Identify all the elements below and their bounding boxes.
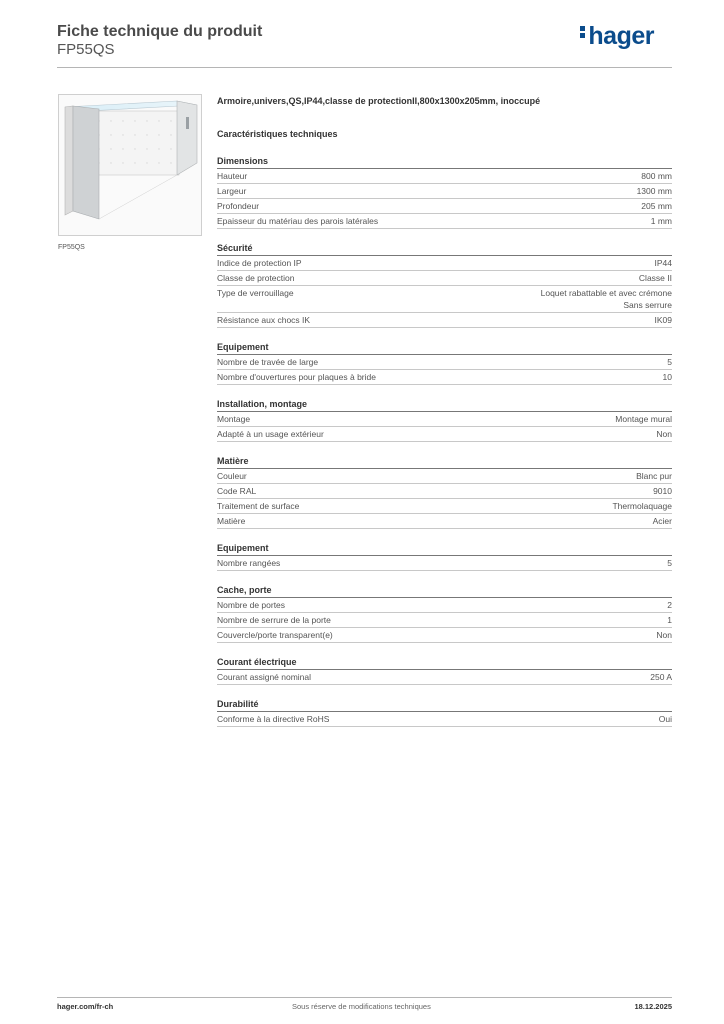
spec-label: Traitement de surface [217, 501, 300, 511]
hager-logo [580, 22, 654, 51]
footer-disclaimer: Sous réserve de modifications techniques [292, 1002, 431, 1011]
spec-label: Nombre de serrure de la porte [217, 615, 331, 625]
product-reference: FP55QS [57, 41, 115, 58]
spec-row [217, 412, 672, 427]
spec-label: Type de verrouillage [217, 288, 294, 298]
spec-row [217, 286, 672, 313]
spec-label: Profondeur [217, 201, 260, 211]
spec-label: Matière [217, 516, 246, 526]
section-title: Equipement [217, 542, 672, 556]
spec-row [217, 628, 672, 643]
spec-value: Non [656, 630, 672, 640]
spec-row [217, 199, 672, 214]
logo-text: hager [588, 22, 654, 50]
spec-row [217, 271, 672, 286]
spec-row [217, 184, 672, 199]
tech-characteristics-title: Caractéristiques techniques [217, 129, 338, 139]
spec-section [217, 398, 672, 442]
spec-section [217, 656, 672, 685]
footer-date: 18.12.2025 [634, 1002, 672, 1011]
spec-row [217, 499, 672, 514]
spec-value: Thermolaquage [612, 501, 672, 511]
spec-label: Classe de protection [217, 273, 295, 283]
spec-section [217, 584, 672, 643]
spec-value: Non [656, 429, 672, 439]
section-title: Sécurité [217, 242, 672, 256]
page-header [57, 22, 672, 68]
spec-row [217, 598, 672, 613]
spec-value: 5 [667, 357, 672, 367]
spec-label: Nombre de travée de large [217, 357, 319, 367]
logo-dots-icon [580, 24, 586, 40]
spec-section [217, 242, 672, 328]
section-title: Courant électrique [217, 656, 672, 670]
cabinet-illustration [59, 95, 201, 235]
spec-value: Oui [658, 714, 672, 724]
spec-value: 10 [662, 372, 672, 382]
spec-value: 2 [667, 600, 672, 610]
spec-section [217, 698, 672, 727]
image-caption: FP55QS [58, 244, 85, 251]
product-image [58, 94, 202, 236]
spec-row [217, 469, 672, 484]
spec-row [217, 256, 672, 271]
spec-label: Nombre d'ouvertures pour plaques à bride [217, 372, 376, 382]
spec-value: Blanc pur [636, 471, 672, 481]
spec-label: Nombre rangées [217, 558, 281, 568]
spec-section [217, 155, 672, 229]
spec-row [217, 355, 672, 370]
spec-row [217, 670, 672, 685]
spec-row [217, 712, 672, 727]
spec-value: 1 mm [650, 216, 672, 226]
page-title: Fiche technique du produit [57, 23, 263, 40]
spec-label: Epaisseur du matériau des parois latérales [217, 216, 379, 226]
spec-label: Montage [217, 414, 251, 424]
spec-section [217, 341, 672, 385]
spec-label: Nombre de portes [217, 600, 286, 610]
spec-row [217, 613, 672, 628]
spec-value: Acier [652, 516, 672, 526]
section-title: Installation, montage [217, 398, 672, 412]
section-title: Equipement [217, 341, 672, 355]
spec-label: Indice de protection IP [217, 258, 302, 268]
product-description: Armoire,univers,QS,IP44,classe de protectionII,800x1300x205mm, inoccupé [217, 96, 541, 106]
spec-value: 800 mm [641, 171, 672, 181]
page-footer [57, 997, 672, 1017]
spec-label: Résistance aux chocs IK [217, 315, 311, 325]
spec-section [217, 542, 672, 571]
spec-label: Couleur [217, 471, 247, 481]
spec-value: 205 mm [641, 201, 672, 211]
spec-row [217, 556, 672, 571]
spec-section [217, 455, 672, 529]
spec-sections [217, 155, 672, 727]
spec-content [217, 95, 672, 740]
footer-website: hager.com/fr-ch [57, 1002, 114, 1011]
spec-row [217, 484, 672, 499]
spec-value: IK09 [654, 315, 672, 325]
spec-value: Loquet rabattable et avec crémone Sans serrure [540, 288, 672, 310]
spec-label: Adapté à un usage extérieur [217, 429, 324, 439]
spec-label: Hauteur [217, 171, 248, 181]
spec-row [217, 514, 672, 529]
spec-row [217, 169, 672, 184]
spec-row [217, 313, 672, 328]
spec-value: 1 [667, 615, 672, 625]
spec-value: 9010 [653, 486, 672, 496]
spec-label: Largeur [217, 186, 247, 196]
spec-value: Classe II [638, 273, 672, 283]
spec-row [217, 214, 672, 229]
spec-label: Code RAL [217, 486, 257, 496]
spec-row [217, 370, 672, 385]
spec-label: Couvercle/porte transparent(e) [217, 630, 333, 640]
spec-row [217, 427, 672, 442]
spec-value: 1300 mm [636, 186, 672, 196]
spec-value: 250 A [650, 672, 672, 682]
section-title: Cache, porte [217, 584, 672, 598]
section-title: Matière [217, 455, 672, 469]
spec-value: Montage mural [615, 414, 672, 424]
section-title: Dimensions [217, 155, 672, 169]
spec-label: Courant assigné nominal [217, 672, 312, 682]
spec-label: Conforme à la directive RoHS [217, 714, 330, 724]
section-title: Durabilité [217, 698, 672, 712]
spec-value: 5 [667, 558, 672, 568]
spec-value: IP44 [654, 258, 672, 268]
